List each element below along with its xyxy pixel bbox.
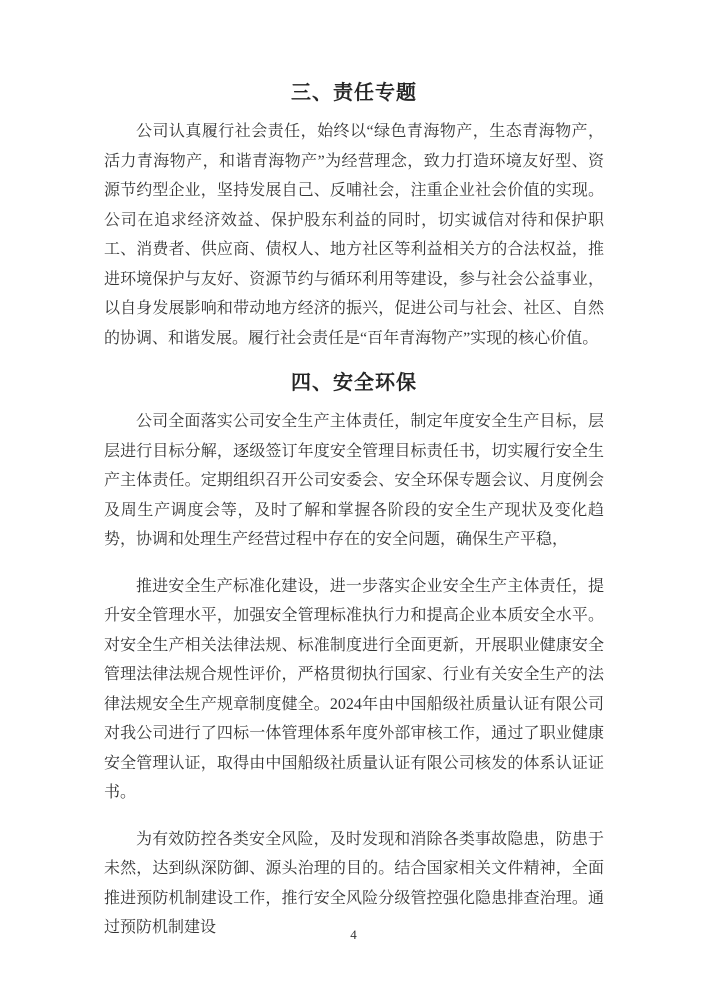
section-heading-safety-environment: 四、安全环保 [291, 372, 417, 394]
page-number: 4 [350, 927, 357, 942]
section-heading-responsibility-topic: 三、责任专题 [291, 82, 417, 104]
paragraph-risk-prevention: 为有效防控各类安全风险，及时发现和消除各类事故隐患，防患于未然，达到纵深防御、源头治理的目的。结合国家相关文件精神，全面推进预防机制建设工作，推行安全风险分级管控强化隐患排查治理。通过预防机制建设 [104, 830, 604, 936]
paragraph-safety-standardization: 推进安全生产标准化建设，进一步落实企业安全生产主体责任，提升安全管理水平，加强安全管理标准执行力和提高企业本质安全水平。对安全生产相关法律法规、标准制度进行全面更新，开展职业健康安全管理法律法规合规性评价，严格贯彻执行国家、行业有关安全生产的法律法规安全生产规章制度健全。2024年由中国船级社质量认证有限公司对我公司进行了四标一体管理体系年度外部审核工作，通过了职业健康安全管理认证，取得由中国船级社质量认证有限公司核发的体系认证证书。 [104, 577, 604, 801]
paragraph-social-responsibility: 公司认真履行社会责任，始终以“绿色青海物产，生态青海物产，活力青海物产，和谐青海物产”为经营理念，致力打造环境友好型、资源节约型企业，坚持发展自己、反哺社会，注重企业社会价值的实现。公司在追求经济效益、保护股东利益的同时，切实诚信对待和保护职工、消费者、供应商、债权人、地方社区等利益相关方的合法权益，推进环境保护与友好、资源节约与循环利用等建设，参与社会公益事业，以自身发展影响和带动地方经济的振兴，促进公司与社会、社区、自然的协调、和谐发展。履行社会责任是“百年青海物产”实现的核心价值。 [104, 123, 604, 347]
paragraph-safety-responsibility: 公司全面落实公司安全生产主体责任，制定年度安全生产目标，层层进行目标分解，逐级签订年度安全管理目标责任书，切实履行安全生产主体责任。定期组织召开公司安委会、安全环保专题会议、月度例会及周生产调度会等，及时了解和掌握各阶段的安全生产现状及变化趋势，协调和处理生产经营过程中存在的安全问题，确保生产平稳， [104, 413, 604, 548]
